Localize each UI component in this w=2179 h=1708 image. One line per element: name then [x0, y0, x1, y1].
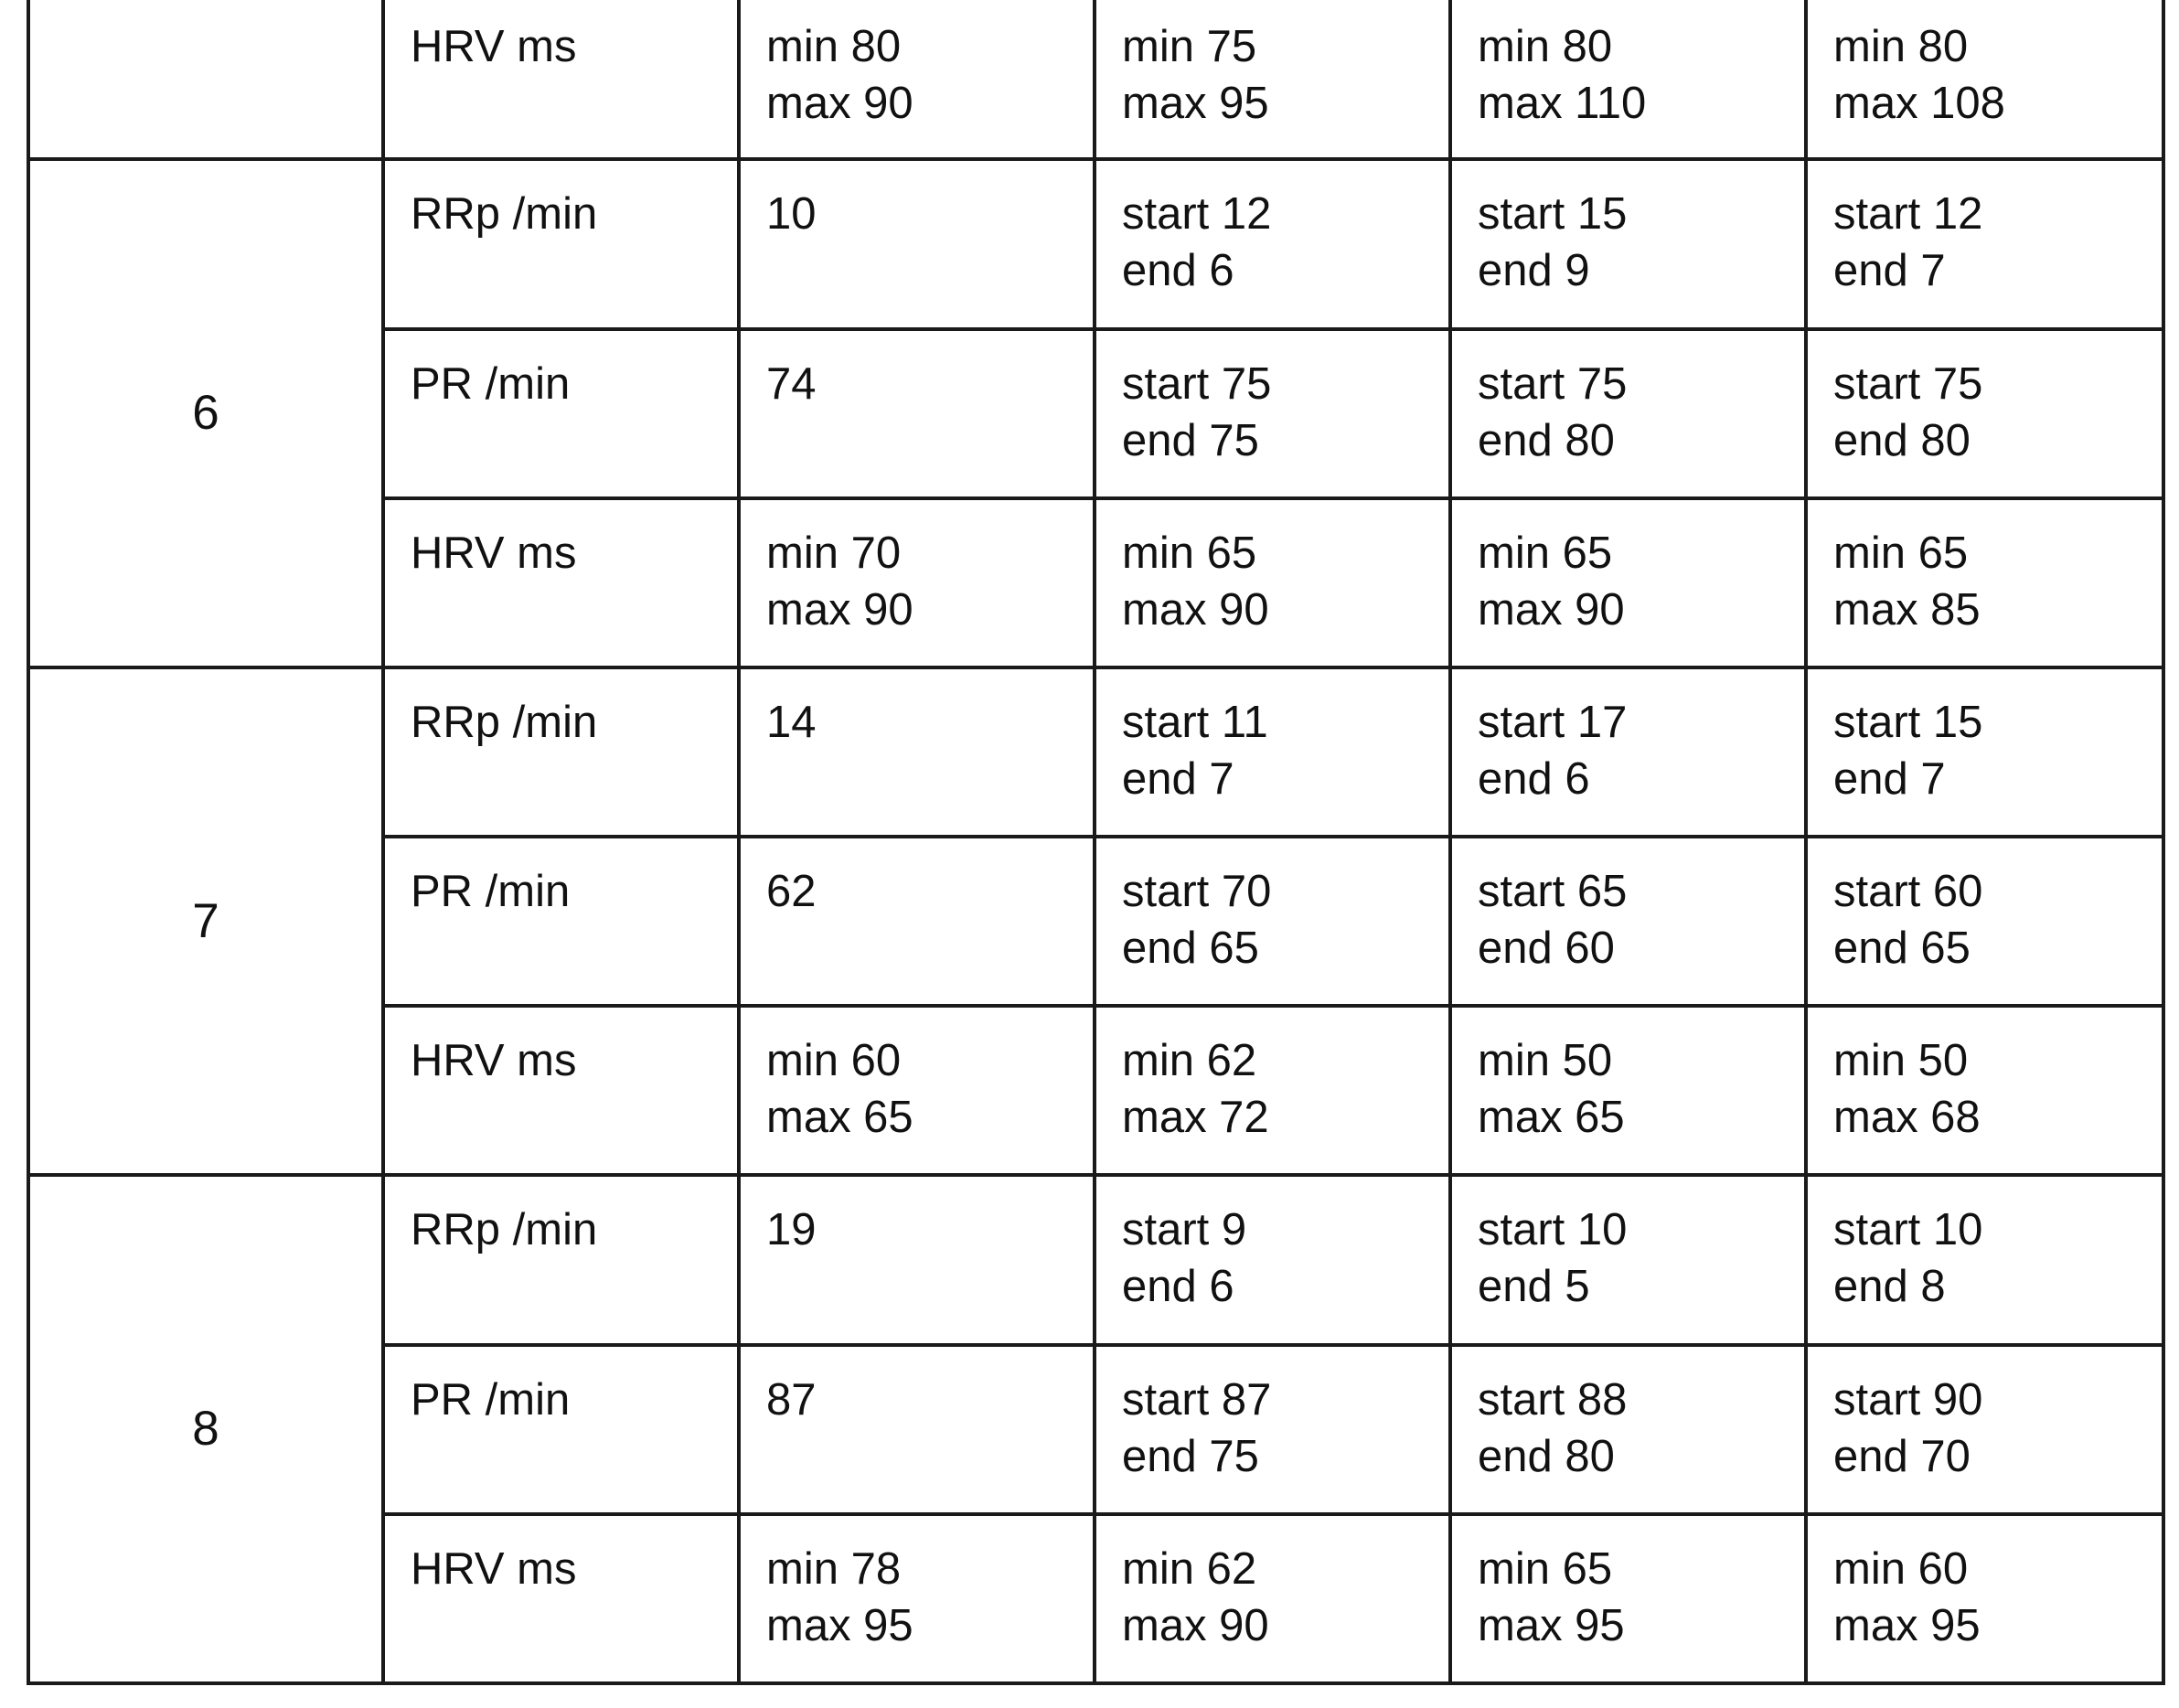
value-cell — [739, 329, 1095, 498]
value-line: end 6 — [1478, 753, 1590, 804]
value-line: end 7 — [1833, 246, 1946, 296]
group-label-cell — [28, 667, 383, 1176]
metric-cell — [383, 837, 739, 1006]
value-line: end 75 — [1122, 1431, 1259, 1481]
value-cell — [739, 1006, 1095, 1175]
value-line: end 80 — [1478, 1431, 1615, 1481]
group-label-cell — [28, 0, 383, 159]
value-line: max 110 — [1478, 79, 1647, 128]
value-line: min 65 — [1122, 528, 1257, 578]
value-cell — [1095, 1514, 1450, 1683]
value-cell — [739, 0, 1095, 159]
value-line: min 65 — [1478, 528, 1613, 578]
value-line: end 6 — [1122, 246, 1234, 296]
value-cell — [1095, 1175, 1450, 1344]
value-line: max 90 — [1122, 1600, 1269, 1650]
value-cell — [1450, 1175, 1806, 1344]
value-cell — [1806, 667, 2163, 837]
value-cell — [739, 1175, 1095, 1344]
value-cell — [1450, 159, 1806, 328]
metric-label: PR /min — [411, 867, 571, 917]
value-line: min 62 — [1122, 1543, 1257, 1594]
value-line: min 65 — [1833, 528, 1969, 578]
value-line: end 75 — [1122, 415, 1259, 465]
value-line: start 10 — [1833, 1205, 1983, 1255]
value-line: start 15 — [1833, 697, 1983, 747]
value-cell — [739, 1345, 1095, 1514]
metric-label: HRV ms — [411, 1543, 577, 1594]
group-label: 6 — [192, 386, 219, 441]
value-line: start 12 — [1122, 189, 1272, 240]
value-cell — [1450, 1514, 1806, 1683]
group-label-cell — [28, 159, 383, 667]
value-line: start 88 — [1478, 1374, 1628, 1425]
metric-cell — [383, 667, 739, 837]
value-cell — [1806, 159, 2163, 328]
value-cell — [1095, 1345, 1450, 1514]
value-line: 87 — [766, 1374, 817, 1425]
value-line: start 15 — [1478, 189, 1628, 240]
value-line: max 95 — [766, 1600, 913, 1650]
metric-cell — [383, 1175, 739, 1344]
value-line: start 75 — [1833, 358, 1983, 409]
value-line: end 70 — [1833, 1431, 1971, 1481]
value-line: end 80 — [1478, 415, 1615, 465]
value-line: end 5 — [1478, 1262, 1590, 1312]
value-cell — [1450, 1006, 1806, 1175]
metric-label: RRp /min — [411, 189, 598, 240]
value-cell — [739, 667, 1095, 837]
value-cell — [1095, 159, 1450, 328]
value-line: end 65 — [1833, 923, 1971, 974]
value-cell — [1450, 837, 1806, 1006]
measurements-table — [27, 0, 2165, 1685]
value-cell — [1450, 0, 1806, 159]
value-line: end 8 — [1833, 1262, 1946, 1312]
value-line: max 95 — [1122, 79, 1269, 128]
value-cell — [1095, 0, 1450, 159]
value-line: min 65 — [1478, 1543, 1613, 1594]
value-line: end 65 — [1122, 923, 1259, 974]
value-cell — [1095, 498, 1450, 667]
value-line: min 80 — [1833, 22, 1969, 71]
value-line: min 78 — [766, 1543, 902, 1594]
group-label-cell — [28, 1175, 383, 1683]
value-line: min 80 — [1478, 22, 1613, 71]
value-line: end 60 — [1478, 923, 1615, 974]
value-cell — [1450, 498, 1806, 667]
value-cell — [1095, 1006, 1450, 1175]
value-cell — [739, 1514, 1095, 1683]
value-line: max 72 — [1122, 1093, 1269, 1143]
value-cell — [1450, 667, 1806, 837]
value-line: max 90 — [766, 584, 913, 635]
value-cell — [1806, 329, 2163, 498]
value-line: min 62 — [1122, 1036, 1257, 1086]
value-line: max 65 — [1478, 1093, 1625, 1143]
value-cell — [1806, 837, 2163, 1006]
metric-label: HRV ms — [411, 528, 577, 578]
metric-cell — [383, 0, 739, 159]
value-line: min 50 — [1833, 1036, 1969, 1086]
group-label: 7 — [192, 893, 219, 948]
value-line: start 17 — [1478, 697, 1628, 747]
value-line: end 6 — [1122, 1262, 1234, 1312]
value-cell — [1806, 1514, 2163, 1683]
value-line: 19 — [766, 1205, 817, 1255]
metric-cell — [383, 329, 739, 498]
metric-label: HRV ms — [411, 22, 577, 71]
metric-cell — [383, 1514, 739, 1683]
metric-label: PR /min — [411, 358, 571, 409]
value-line: end 80 — [1833, 415, 1971, 465]
metric-label: RRp /min — [411, 697, 598, 747]
value-cell — [1806, 1345, 2163, 1514]
value-line: min 75 — [1122, 22, 1257, 71]
value-line: max 108 — [1833, 79, 2005, 128]
value-line: min 80 — [766, 22, 902, 71]
value-line: max 95 — [1833, 1600, 1981, 1650]
value-cell — [1450, 329, 1806, 498]
value-line: end 9 — [1478, 246, 1590, 296]
metric-cell — [383, 1006, 739, 1175]
value-line: max 95 — [1478, 1600, 1625, 1650]
value-line: start 87 — [1122, 1374, 1272, 1425]
value-line: 62 — [766, 867, 817, 917]
value-cell — [1095, 667, 1450, 837]
table-row — [28, 1175, 2163, 1344]
value-line: min 60 — [766, 1036, 902, 1086]
value-line: start 75 — [1478, 358, 1628, 409]
value-line: min 50 — [1478, 1036, 1613, 1086]
value-line: start 60 — [1833, 867, 1983, 917]
value-line: end 7 — [1122, 753, 1234, 804]
value-line: 14 — [766, 697, 817, 747]
value-cell — [1806, 1175, 2163, 1344]
value-line: max 90 — [766, 79, 913, 128]
value-line: max 65 — [766, 1093, 913, 1143]
value-line: start 70 — [1122, 867, 1272, 917]
table-row — [28, 667, 2163, 837]
value-line: min 60 — [1833, 1543, 1969, 1594]
value-cell — [1806, 0, 2163, 159]
value-line: max 68 — [1833, 1093, 1981, 1143]
value-cell — [739, 498, 1095, 667]
value-cell — [1806, 1006, 2163, 1175]
group-label: 8 — [192, 1402, 219, 1457]
value-line: min 70 — [766, 528, 902, 578]
metric-cell — [383, 1345, 739, 1514]
value-line: max 85 — [1833, 584, 1981, 635]
value-cell — [739, 159, 1095, 328]
value-line: max 90 — [1478, 584, 1625, 635]
metric-label: HRV ms — [411, 1036, 577, 1086]
table-row — [28, 0, 2163, 159]
value-line: 10 — [766, 189, 817, 240]
metric-cell — [383, 159, 739, 328]
value-line: start 75 — [1122, 358, 1272, 409]
metric-label: RRp /min — [411, 1205, 598, 1255]
metric-cell — [383, 498, 739, 667]
value-line: start 90 — [1833, 1374, 1983, 1425]
value-line: start 10 — [1478, 1205, 1628, 1255]
value-line: 74 — [766, 358, 817, 409]
value-line: start 65 — [1478, 867, 1628, 917]
value-cell — [1095, 329, 1450, 498]
table-body — [28, 0, 2163, 1683]
value-line: start 11 — [1122, 697, 1268, 747]
value-line: start 12 — [1833, 189, 1983, 240]
value-cell — [739, 837, 1095, 1006]
value-line: max 90 — [1122, 584, 1269, 635]
value-line: start 9 — [1122, 1205, 1247, 1255]
value-line: end 7 — [1833, 753, 1946, 804]
value-cell — [1806, 498, 2163, 667]
value-cell — [1450, 1345, 1806, 1514]
table-row — [28, 159, 2163, 328]
value-cell — [1095, 837, 1450, 1006]
metric-label: PR /min — [411, 1374, 571, 1425]
